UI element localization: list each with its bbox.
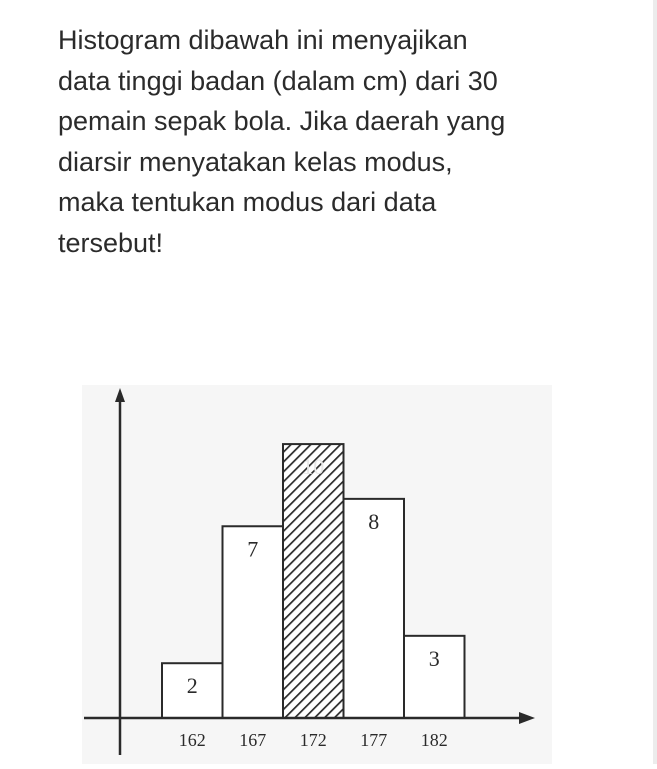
x-tick-label: 182 [420,730,448,750]
bar-value-label: 8 [368,508,380,534]
x-tick-label: 162 [178,730,206,750]
histogram-chart [82,385,552,764]
bar-value-label: 3 [428,645,440,671]
x-tick-label: 172 [299,730,327,750]
x-tick-label: 177 [360,730,388,750]
page-edge [653,0,657,764]
bar-value-label: 7 [247,536,259,562]
question-text: Histogram dibawah ini menyajikan data tinggi badan (dalam cm) dari 30 pemain sepak bola. Jika daerah yang diarsir menyatakan kelas modus, maka tentukan modus dari data tersebut! [58,25,506,258]
histogram-svg [82,385,552,764]
x-tick-label: 167 [239,730,267,750]
bar-value-label: 10 [302,454,325,480]
bar-value-label: 2 [186,673,198,699]
histogram-bar-172 [283,444,344,718]
